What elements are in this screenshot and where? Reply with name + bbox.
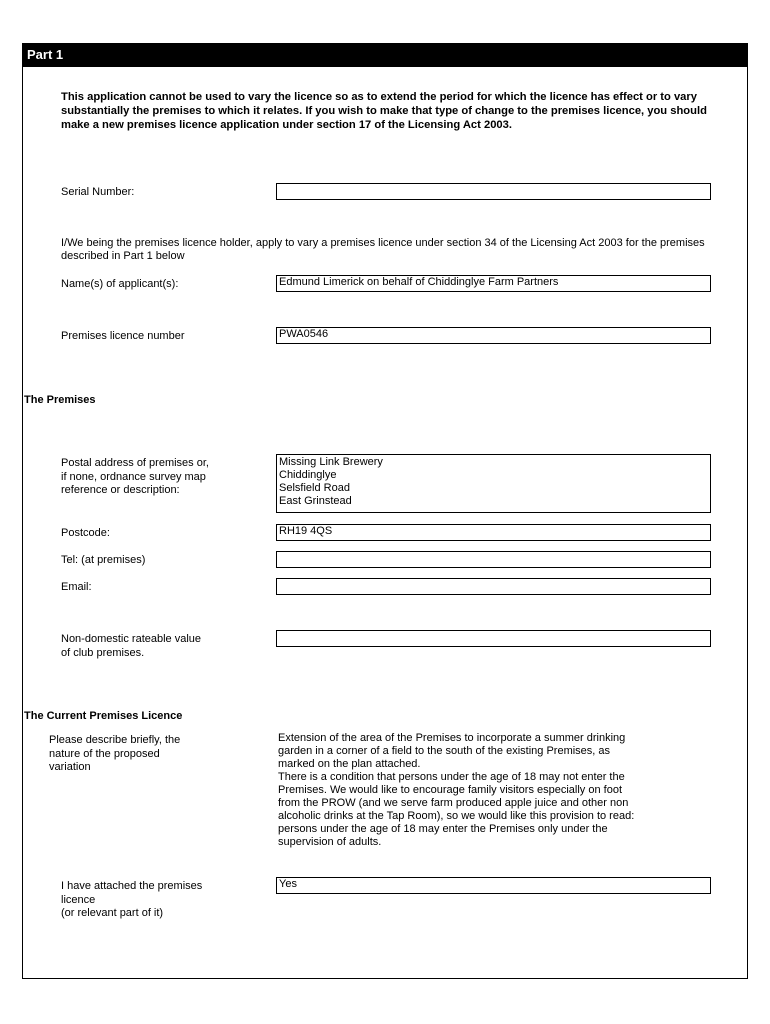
variation-label: Please describe briefly, the nature of the proposed variation xyxy=(49,734,181,773)
variation-description[interactable]: Extension of the area of the Premises to incorporate a summer drinking garden in a corner of a field to the south of the existing Premises, as marked on the plan attached. There is a condition that persons under the age of 18 may not enter the Premises. We would like to encourage family visitors especially on foot from the PROW (and we serve farm produced apple juice and other non alcoholic drinks at the Tap Room), so we would like this provision to read: persons under the age of 18 may enter the Premises only under the supervision of adults. xyxy=(278,732,635,848)
rateable-value-field[interactable] xyxy=(276,630,711,647)
tel-label: Tel: (at premises) xyxy=(61,554,146,566)
applicant-field[interactable]: Edmund Limerick on behalf of Chiddinglye Farm Partners xyxy=(276,275,711,292)
serial-number-label: Serial Number: xyxy=(61,186,135,198)
email-label: Email: xyxy=(61,581,92,593)
licence-number-label: Premises licence number xyxy=(61,330,185,342)
declaration-text: I/We being the premises licence holder, apply to vary a premises licence under section 34 of the Licensing Act 2003 for the premises described in Part 1 below xyxy=(61,237,705,262)
rateable-value-label: Non-domestic rateable value of club premises. xyxy=(61,633,202,659)
premises-heading: The Premises xyxy=(24,394,96,406)
tel-field[interactable] xyxy=(276,551,711,568)
serial-number-field[interactable] xyxy=(276,183,711,200)
intro-notice: This application cannot be used to vary the licence so as to extend the period for which the licence has effect or to vary substantially the premises to which it relates. If you wish to make that type of change to the premises licence, you should make a new premises licence application under section 17 of the Licensing Act 2003. xyxy=(61,91,707,131)
applicant-label: Name(s) of applicant(s): xyxy=(61,278,179,290)
address-field[interactable]: Missing Link Brewery Chiddinglye Selsfield Road East Grinstead xyxy=(276,454,711,513)
postcode-label: Postcode: xyxy=(61,527,110,539)
address-label: Postal address of premises or, if none, ordnance survey map reference or description: xyxy=(61,457,209,496)
current-licence-heading: The Current Premises Licence xyxy=(24,710,183,722)
attached-licence-label: I have attached the premises licence (or relevant part of it) xyxy=(61,880,203,919)
licence-number-field[interactable]: PWA0546 xyxy=(276,327,711,344)
part-header: Part 1 xyxy=(22,43,748,67)
postcode-field[interactable]: RH19 4QS xyxy=(276,524,711,541)
email-field[interactable] xyxy=(276,578,711,595)
attached-licence-field[interactable]: Yes xyxy=(276,877,711,894)
